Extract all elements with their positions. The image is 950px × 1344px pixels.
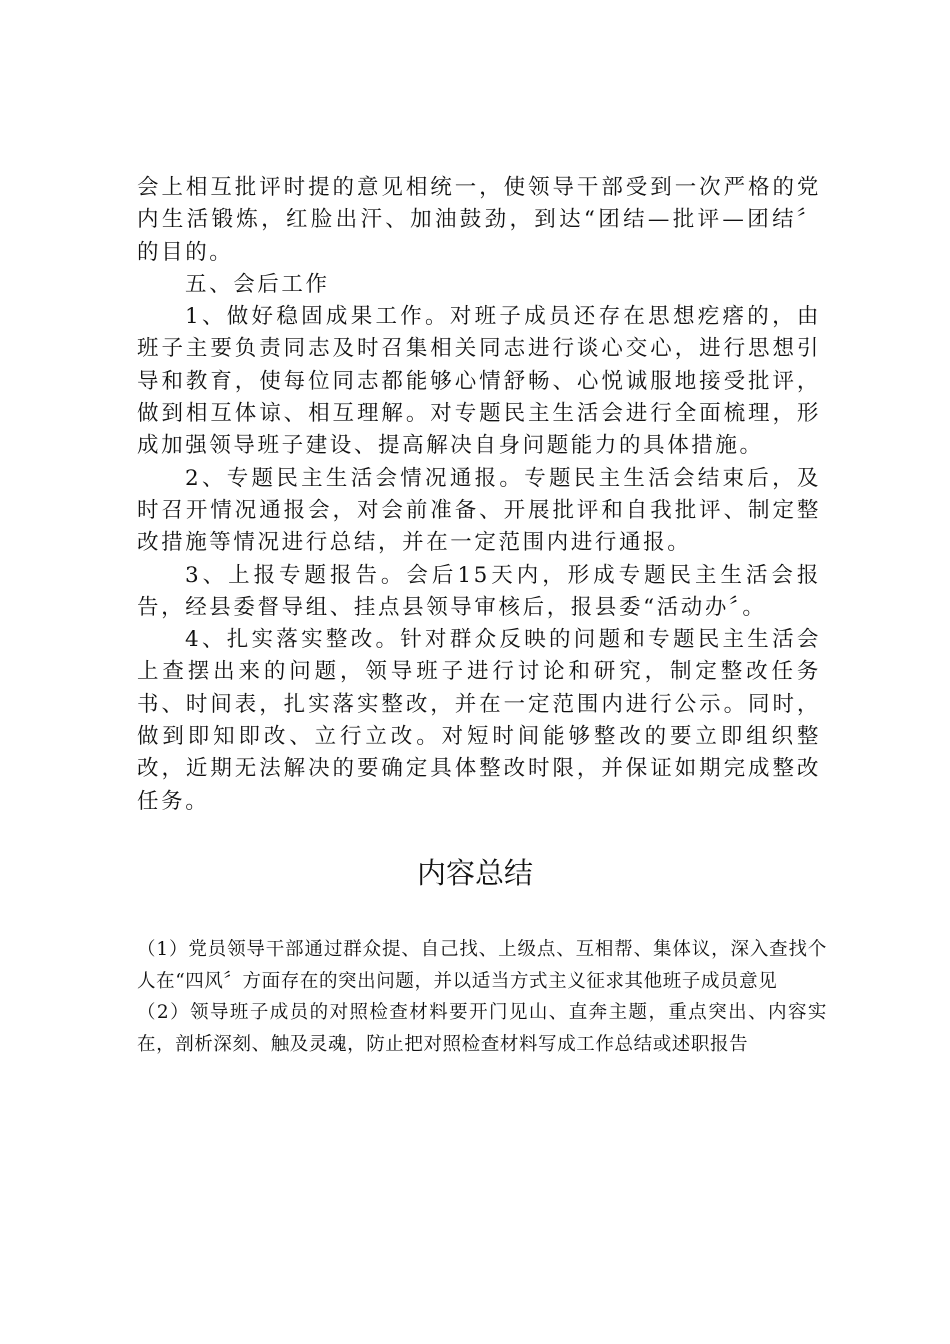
section-heading: 五、会后工作	[185, 271, 330, 297]
body-text	[137, 172, 821, 818]
paragraph-item-1: 1、做好稳固成果工作。对班子成员还存在思想疙瘩的，由班子主要负责同志及时召集相关同志进行谈心交心，进行思想引导和教育，使每位同志都能够心情舒畅、心悦诚服地接受批评，做到相互体谅、相互理解。对专题民主生活会进行全面梳理，形成加强领导班子建设、提高解决自身问题能力的具体措施。	[137, 304, 821, 459]
summary-title: 内容总结	[416, 856, 533, 890]
summary-item-1: （1）党员领导干部通过群众提、自己找、上级点、互相帮、集体议，深入查找个人在“四风〞方面存在的突出问题，并以适当方式主义征求其他班子成员意见	[137, 939, 827, 992]
paragraph-continuation: 会上相互批评时提的意见相统一，使领导干部受到一次严格的党内生活锻炼，红脸出汗、加油鼓劲，到达“团结—批评—团结〞的目的。	[137, 175, 821, 265]
paragraph-item-2: 2、专题民主生活会情况通报。专题民主生活会结束后，及时召开情况通报会，对会前准备、开展批评和自我批评、制定整改措施等情况进行总结，并在一定范围内进行通报。	[137, 465, 821, 556]
paragraph-item-4: 4、扎实落实整改。针对群众反映的问题和专题民主生活会上查摆出来的问题，领导班子进行讨论和研究，制定整改任务书、时间表，扎实落实整改，并在一定范围内进行公示。同时，做到即知即改、立行立改。对短时间能够整改的要立即组织整改，近期无法解决的要确定具体整改时限，并保证如期完成整改任务。	[137, 627, 821, 814]
summary-item-2: （2）领导班子成员的对照检查材料要开门见山、直奔主题，重点突出、内容实在，剖析深刻、触及灵魂，防止把对照检查材料写成工作总结或述职报告	[137, 1002, 827, 1055]
summary-list	[137, 934, 827, 1060]
paragraph-item-3: 3、上报专题报告。会后15天内，形成专题民主生活会报告，经县委督导组、挂点县领导审核后，报县委“活动办〞。	[137, 562, 821, 620]
